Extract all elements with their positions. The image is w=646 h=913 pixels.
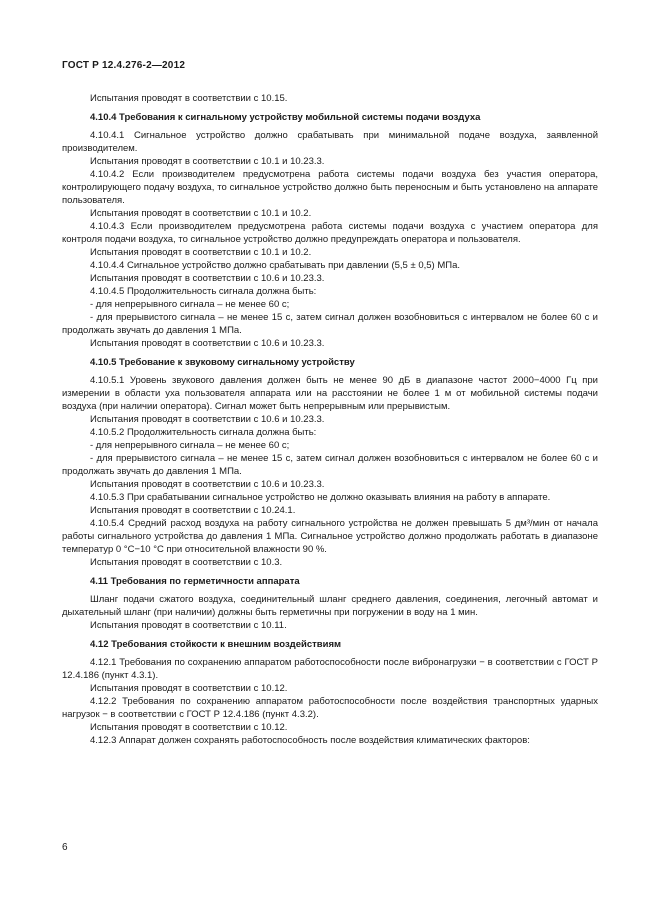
paragraph: 4.10.4.2 Если производителем предусмотрена работа системы подачи воздуха без участия оператора, контролирующего подачу воздуха, то сигнальное устройство должно быть переносным и быть установлено на аппарате пользователя. (62, 169, 598, 206)
paragraph: Испытания проводят в соответствии с 10.6 и 10.23.3. (90, 338, 325, 349)
paragraph: 4.10.5.1 Уровень звукового давления должен быть не менее 90 дБ в диапазоне частот 2000−4000 Гц при измерении в области уха пользователя аппарата или на расстоянии не более 1 м от мобильной системы подачи воздуха (при наличии оператора). Сигнал может быть непрерывным или прерывистым. (62, 375, 598, 412)
paragraph: Испытания проводят в соответствии с 10.12. (90, 722, 288, 733)
paragraph: Испытания проводят в соответствии с 10.15. (90, 93, 288, 104)
paragraph: Испытания проводят в соответствии с 10.24.1. (90, 505, 296, 516)
paragraph: Испытания проводят в соответствии с 10.12. (90, 683, 288, 694)
paragraph: 4.10.4.5 Продолжительность сигнала должна быть: (90, 286, 317, 297)
paragraph: 4.12.2 Требования по сохранению аппаратом работоспособности после воздействия транспортных ударных нагрузок − в соответствии с ГОСТ Р 12.4.186 (пункт 4.3.2). (62, 696, 598, 720)
list-item: - для непрерывного сигнала – не менее 60 с; (90, 440, 290, 451)
list-item: - для прерывистого сигнала – не менее 15 с, затем сигнал должен возобновиться с интервалом не более 60 с и продолжать звучать до давления 1 МПа. (62, 312, 598, 336)
section-heading-4-12: 4.12 Требования стойкости к внешним воздействиям (90, 639, 342, 650)
section-heading-4-10-4: 4.10.4 Требования к сигнальному устройству мобильной системы подачи воздуха (90, 112, 481, 123)
paragraph: Испытания проводят в соответствии с 10.1 и 10.2. (90, 208, 312, 219)
paragraph: Испытания проводят в соответствии с 10.1 и 10.2. (90, 247, 312, 258)
paragraph: Испытания проводят в соответствии с 10.11. (90, 620, 287, 631)
section-heading-4-10-5: 4.10.5 Требование к звуковому сигнальному устройству (90, 357, 355, 368)
list-item: - для прерывистого сигнала – не менее 15 с, затем сигнал должен возобновиться с интервалом не более 60 с и продолжать звучать до давления 1 МПа. (62, 453, 598, 477)
document-body (62, 92, 598, 747)
paragraph: 4.10.4.4 Сигнальное устройство должно срабатывать при давлении (5,5 ± 0,5) МПа. (90, 260, 460, 271)
paragraph: 4.10.5.2 Продолжительность сигнала должна быть: (90, 427, 317, 438)
list-item: - для непрерывного сигнала – не менее 60 с; (90, 299, 290, 310)
paragraph: Шланг подачи сжатого воздуха, соединительный шланг среднего давления, соединения, легочный автомат и дыхательный шланг (при наличии) должны быть герметичны при погружении в воду на 1 мин. (62, 594, 598, 618)
paragraph: Испытания проводят в соответствии с 10.3. (90, 557, 283, 568)
paragraph: 4.10.5.3 При срабатывании сигнальное устройство не должно оказывать влияния на работу в аппарате. (90, 492, 551, 503)
section-heading-4-11: 4.11 Требования по герметичности аппарата (90, 576, 300, 587)
paragraph: 4.12.1 Требования по сохранению аппаратом работоспособности после вибронагрузки − в соответствии с ГОСТ Р 12.4.186 (пункт 4.3.1). (62, 657, 598, 681)
paragraph: Испытания проводят в соответствии с 10.6 и 10.23.3. (90, 273, 325, 284)
paragraph: Испытания проводят в соответствии с 10.1 и 10.23.3. (90, 156, 325, 167)
paragraph: 4.12.3 Аппарат должен сохранять работоспособность после воздействия климатических факторов: (90, 735, 530, 746)
document-header: ГОСТ Р 12.4.276-2—2012 (62, 60, 186, 71)
page-number: 6 (62, 842, 68, 853)
paragraph: Испытания проводят в соответствии с 10.6 и 10.23.3. (90, 414, 325, 425)
paragraph: Испытания проводят в соответствии с 10.6 и 10.23.3. (90, 479, 325, 490)
paragraph: 4.10.4.1 Сигнальное устройство должно срабатывать при минимальной подаче воздуха, заявленной производителем. (62, 130, 598, 154)
paragraph: 4.10.5.4 Средний расход воздуха на работу сигнального устройства не должен превышать 5 дм³/мин от начала работы сигнального устройства до давления 1 МПа. Сигнальное устройство должно продолжать работать в диапазоне температур 0 °С−10 °С при относительной влажности 90 %. (62, 518, 598, 555)
paragraph: 4.10.4.3 Если производителем предусмотрена работа системы подачи воздуха с участием оператора для контроля подачи воздуха, то сигнальное устройство должно предупреждать оператора и пользователя. (62, 221, 598, 245)
